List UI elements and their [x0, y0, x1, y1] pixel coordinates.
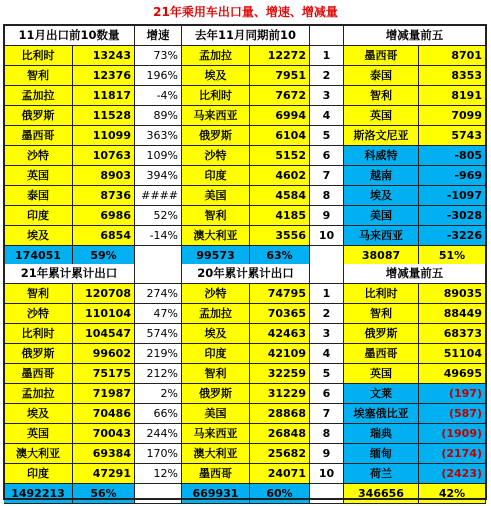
- table-cell-value: 42463: [250, 324, 310, 344]
- table-cell-value: 70486: [73, 404, 135, 424]
- table-cell-rank: 5: [310, 126, 344, 146]
- table-cell-value: 110104: [73, 304, 135, 324]
- table-cell-value: 26848: [250, 424, 310, 444]
- table-cell-rank: 10: [310, 464, 344, 484]
- table-cell-growth: 89%: [135, 106, 182, 126]
- table-title: 21年乘用车出口量、增速、增减量: [153, 5, 338, 19]
- table-cell-country: 墨西哥: [344, 344, 419, 364]
- table-cell-change: (2174): [419, 444, 486, 464]
- table-cell-value: 28868: [250, 404, 310, 424]
- bottom-total-middle: 669931: [182, 484, 250, 504]
- table-cell-change: (2423): [419, 464, 486, 484]
- table-cell-value: 8903: [73, 166, 135, 186]
- top-total-left: 174051: [4, 246, 73, 266]
- table-cell-value: 75175: [73, 364, 135, 384]
- table-cell-country: 泰国: [4, 186, 73, 206]
- table-cell-country: 泰国: [344, 66, 419, 86]
- table-cell-country: 智利: [344, 86, 419, 106]
- table-cell-value: 4602: [250, 166, 310, 186]
- table-cell-country: 埃及: [182, 324, 250, 344]
- table-cell-value: 24071: [250, 464, 310, 484]
- bottom-header-growth: [135, 264, 182, 284]
- table-cell-value: 11528: [73, 106, 135, 126]
- top-total-blank-rank: [310, 246, 344, 266]
- table-cell-change: -969: [419, 166, 486, 186]
- table-cell-country: 文莱: [344, 384, 419, 404]
- table-cell-country: 马来西亚: [344, 226, 419, 246]
- table-cell-rank: 1: [310, 46, 344, 66]
- table-cell-growth: 274%: [135, 284, 182, 304]
- table-cell-value: 11817: [73, 86, 135, 106]
- table-cell-country: 英国: [344, 364, 419, 384]
- bottom-total-blank: [135, 484, 182, 504]
- table-cell-country: 孟加拉: [4, 86, 73, 106]
- table-cell-country: 墨西哥: [4, 364, 73, 384]
- table-cell-country: 澳大利亚: [182, 226, 250, 246]
- table-cell-value: 32259: [250, 364, 310, 384]
- table-cell-country: 俄罗斯: [4, 344, 73, 364]
- table-cell-value: 6986: [73, 206, 135, 226]
- bottom-total-blank-rank: [310, 484, 344, 504]
- table-cell-rank: 1: [310, 284, 344, 304]
- table-cell-rank: 6: [310, 146, 344, 166]
- table-cell-value: 4584: [250, 186, 310, 206]
- bottom-total-right-pct: 42%: [419, 484, 486, 504]
- table-cell-change: 8701: [419, 46, 486, 66]
- table-cell-value: 120708: [73, 284, 135, 304]
- table-cell-value: 74795: [250, 284, 310, 304]
- table-cell-rank: 3: [310, 324, 344, 344]
- table-cell-value: 31229: [250, 384, 310, 404]
- top-total-blank: [135, 246, 182, 266]
- table-cell-value: 6854: [73, 226, 135, 246]
- table-cell-rank: 9: [310, 206, 344, 226]
- table-cell-country: 马来西亚: [182, 424, 250, 444]
- table-cell-growth: 12%: [135, 464, 182, 484]
- table-cell-country: 孟加拉: [182, 304, 250, 324]
- table-cell-country: 埃及: [4, 404, 73, 424]
- table-cell-rank: 2: [310, 66, 344, 86]
- table-cell-country: 墨西哥: [4, 126, 73, 146]
- table-cell-country: 俄罗斯: [344, 324, 419, 344]
- table-cell-growth: ####: [135, 186, 182, 206]
- table-cell-value: 69384: [73, 444, 135, 464]
- table-cell-change: 89035: [419, 284, 486, 304]
- bottom-header-rank: [310, 264, 344, 284]
- table-cell-country: 墨西哥: [182, 464, 250, 484]
- table-cell-rank: 7: [310, 166, 344, 186]
- bottom-header-right: 增减量前五: [344, 264, 486, 284]
- table-cell-rank: 9: [310, 444, 344, 464]
- table-cell-change: 68373: [419, 324, 486, 344]
- table-cell-rank: 6: [310, 384, 344, 404]
- table-cell-value: 70043: [73, 424, 135, 444]
- table-cell-value: 99602: [73, 344, 135, 364]
- top-total-right: 38087: [344, 246, 419, 266]
- table-cell-rank: 2: [310, 304, 344, 324]
- table-cell-change: 8353: [419, 66, 486, 86]
- table-cell-rank: 7: [310, 404, 344, 424]
- table-cell-change: -1097: [419, 186, 486, 206]
- table-cell-growth: 574%: [135, 324, 182, 344]
- table-cell-country: 澳大利亚: [182, 444, 250, 464]
- table-cell-country: 美国: [182, 186, 250, 206]
- table-cell-value: 6994: [250, 106, 310, 126]
- bottom-total-left-pct: 56%: [73, 484, 135, 504]
- table-cell-country: 孟加拉: [182, 46, 250, 66]
- top-total-middle: 99573: [182, 246, 250, 266]
- table-cell-change: 8191: [419, 86, 486, 106]
- table-cell-country: 沙特: [4, 146, 73, 166]
- bottom-header-left: 21年累计累计出口: [4, 264, 135, 284]
- bottom-total-left: 1492213: [4, 484, 73, 504]
- table-cell-change: 49695: [419, 364, 486, 384]
- table-cell-growth: 52%: [135, 206, 182, 226]
- table-cell-country: 印度: [4, 206, 73, 226]
- top-header-right: 增减量前五: [344, 26, 486, 46]
- table-cell-country: 比利时: [4, 46, 73, 66]
- table-cell-value: 5152: [250, 146, 310, 166]
- table-cell-growth: 66%: [135, 404, 182, 424]
- table-cell-growth: 219%: [135, 344, 182, 364]
- table-cell-country: 美国: [344, 206, 419, 226]
- table-cell-value: 42109: [250, 344, 310, 364]
- table-cell-value: 6104: [250, 126, 310, 146]
- table-cell-growth: 73%: [135, 46, 182, 66]
- table-cell-country: 印度: [4, 464, 73, 484]
- table-cell-rank: 10: [310, 226, 344, 246]
- table-cell-country: 马来西亚: [182, 106, 250, 126]
- bottom-header-middle: 20年累计累计出口: [182, 264, 310, 284]
- table-cell-growth: 244%: [135, 424, 182, 444]
- table-cell-growth: 363%: [135, 126, 182, 146]
- table-cell-country: 孟加拉: [4, 384, 73, 404]
- table-cell-country: 埃及: [344, 186, 419, 206]
- table-cell-country: 美国: [182, 404, 250, 424]
- table-cell-country: 埃塞俄比亚: [344, 404, 419, 424]
- table-cell-growth: 212%: [135, 364, 182, 384]
- table-cell-growth: -4%: [135, 86, 182, 106]
- table-cell-rank: 4: [310, 106, 344, 126]
- table-cell-country: 越南: [344, 166, 419, 186]
- bottom-total-middle-pct: 60%: [250, 484, 310, 504]
- table-cell-country: 英国: [4, 166, 73, 186]
- table-cell-value: 10763: [73, 146, 135, 166]
- top-header-middle: 去年11月同期前10: [182, 26, 310, 46]
- table-cell-value: 7672: [250, 86, 310, 106]
- table-cell-change: -3226: [419, 226, 486, 246]
- table-cell-change: 5743: [419, 126, 486, 146]
- table-cell-rank: 5: [310, 364, 344, 384]
- table-cell-country: 印度: [182, 344, 250, 364]
- table-cell-change: 88449: [419, 304, 486, 324]
- table-cell-country: 智利: [344, 304, 419, 324]
- table-cell-country: 比利时: [4, 324, 73, 344]
- table-cell-change: 7099: [419, 106, 486, 126]
- table-cell-country: 印度: [182, 166, 250, 186]
- table-cell-country: 荷兰: [344, 464, 419, 484]
- top-total-left-pct: 59%: [73, 246, 135, 266]
- table-cell-value: 12376: [73, 66, 135, 86]
- table-cell-country: 智利: [4, 284, 73, 304]
- table-cell-value: 4185: [250, 206, 310, 226]
- table-cell-growth: 196%: [135, 66, 182, 86]
- table-cell-country: 沙特: [182, 284, 250, 304]
- table-cell-country: 科威特: [344, 146, 419, 166]
- top-header-rank: [310, 26, 344, 46]
- table-cell-growth: 170%: [135, 444, 182, 464]
- table-cell-rank: 3: [310, 86, 344, 106]
- table-cell-rank: 8: [310, 424, 344, 444]
- table-cell-country: 缅甸: [344, 444, 419, 464]
- table-cell-value: 13243: [73, 46, 135, 66]
- table-cell-rank: 8: [310, 186, 344, 206]
- table-cell-change: 51104: [419, 344, 486, 364]
- table-cell-change: (587): [419, 404, 486, 424]
- table-cell-value: 7951: [250, 66, 310, 86]
- table-cell-country: 俄罗斯: [182, 384, 250, 404]
- table-cell-rank: 4: [310, 344, 344, 364]
- table-cell-country: 澳大利亚: [4, 444, 73, 464]
- table-cell-change: (197): [419, 384, 486, 404]
- table-cell-change: (1909): [419, 424, 486, 444]
- table-cell-value: 70365: [250, 304, 310, 324]
- table-cell-value: 3556: [250, 226, 310, 246]
- table-cell-growth: 47%: [135, 304, 182, 324]
- table-cell-country: 墨西哥: [344, 46, 419, 66]
- table-cell-country: 斯洛文尼亚: [344, 126, 419, 146]
- table-cell-value: 12272: [250, 46, 310, 66]
- top-total-middle-pct: 63%: [250, 246, 310, 266]
- table-cell-country: 英国: [4, 424, 73, 444]
- table-cell-country: 沙特: [182, 146, 250, 166]
- table-cell-value: 8736: [73, 186, 135, 206]
- table-cell-country: 沙特: [4, 304, 73, 324]
- table-cell-country: 英国: [344, 106, 419, 126]
- bottom-total-right: 346656: [344, 484, 419, 504]
- table-cell-value: 104547: [73, 324, 135, 344]
- table-cell-change: -3028: [419, 206, 486, 226]
- table-cell-country: 智利: [182, 206, 250, 226]
- table-cell-country: 埃及: [182, 66, 250, 86]
- table-cell-country: 俄罗斯: [182, 126, 250, 146]
- top-header-left: 11月出口前10数量: [4, 26, 135, 46]
- table-cell-country: 比利时: [344, 284, 419, 304]
- table-cell-country: 比利时: [182, 86, 250, 106]
- table-cell-growth: 109%: [135, 146, 182, 166]
- table-cell-country: 智利: [182, 364, 250, 384]
- table-cell-change: -805: [419, 146, 486, 166]
- table-cell-country: 智利: [4, 66, 73, 86]
- table-cell-value: 11099: [73, 126, 135, 146]
- top-header-growth: 增速: [135, 26, 182, 46]
- table-cell-country: 瑞典: [344, 424, 419, 444]
- table-cell-value: 25682: [250, 444, 310, 464]
- table-cell-growth: -14%: [135, 226, 182, 246]
- table-cell-growth: 394%: [135, 166, 182, 186]
- top-total-right-pct: 51%: [419, 246, 486, 266]
- table-cell-country: 埃及: [4, 226, 73, 246]
- table-cell-value: 47291: [73, 464, 135, 484]
- table-cell-country: 俄罗斯: [4, 106, 73, 126]
- table-cell-growth: 2%: [135, 384, 182, 404]
- table-cell-value: 71987: [73, 384, 135, 404]
